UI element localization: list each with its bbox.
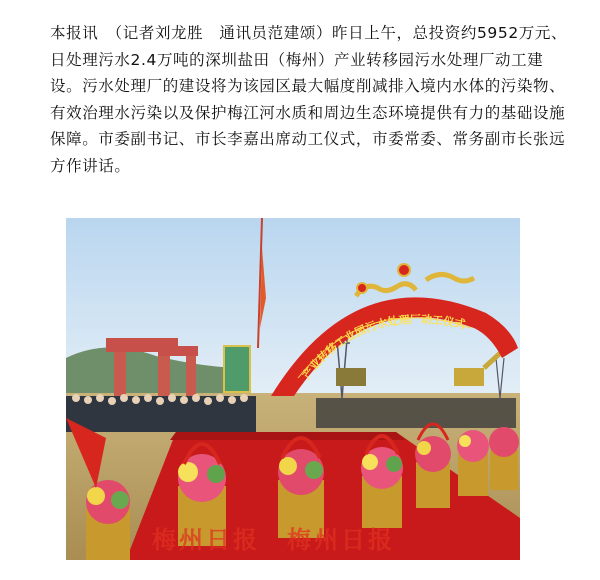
arch-banner-text: 产业转移工业园污水处理厂动工仪式	[300, 312, 467, 382]
article-paragraph: 本报讯 （记者刘龙胜 通讯员范建颂）昨日上午，总投资约5952万元、日处理污水2.4万吨的深圳盐田（梅州）产业转移园污水处理厂动工建设。污水处理厂的建设将为该园区最大幅度削减排入境内水体的污染物、有效治理水污染以及保护梅江河水质和周边生态环境提供有力的基础设施保障。市委副书记、市长李嘉出席动工仪式，市委常委、常务副市长张远方作讲话。	[50, 24, 568, 175]
ceremony-scene	[66, 218, 520, 560]
billboard	[224, 346, 250, 392]
ceremony-photo	[66, 218, 520, 560]
newspaper-watermark: 梅州日报 梅州日报	[152, 525, 395, 554]
news-article	[50, 20, 570, 179]
